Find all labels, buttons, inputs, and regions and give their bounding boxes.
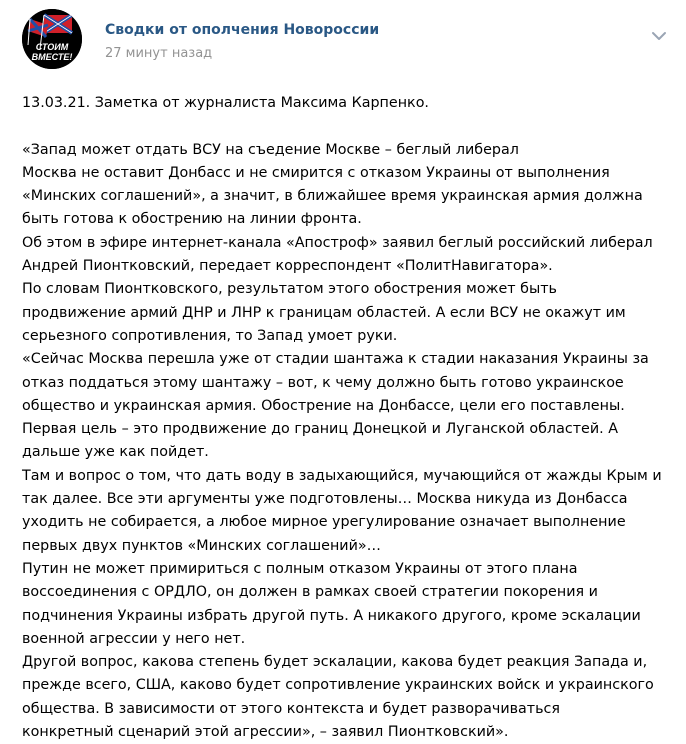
post-text-line: уходить не собирается, а любое мирное урегулирование означает выполнение xyxy=(22,514,626,531)
avatar-text-line-1: СТОИМ xyxy=(35,42,69,52)
post-text-line: общество и украинская армия. Обострение на Донбассе, цели его поставлены. xyxy=(22,397,625,414)
post-text-line: «Запад может отдать ВСУ на съедение Москве – беглый либерал xyxy=(22,141,519,158)
post-text-line: Там и вопрос о том, что дать воду в задыхающийся, мучающийся от жажды Крым и xyxy=(22,467,662,484)
avatar-flag-icon xyxy=(22,9,82,69)
post-text-line: «Минских соглашений», а значит, в ближайшее время украинская армия должна xyxy=(22,188,643,205)
post-text-line: общества. В зависимости от этого контекста и будет разворачиваться xyxy=(22,700,561,717)
post-text-line: По словам Пионтковского, результатом этого обострения может быть xyxy=(22,281,557,298)
post-text-line: Путин не может примириться с полным отказом Украины от этого плана xyxy=(22,560,578,577)
post-text-line: отказ поддаться этому шантажу – вот, к чему должно быть готово украинское xyxy=(22,374,624,391)
post-text-line: дальше уже как пойдет. xyxy=(22,444,209,461)
post-text-line: быть готова к обострению на линии фронта. xyxy=(22,211,362,228)
post-text-line: конкретный сценарий этой агрессии», – заявил Пионтковский». xyxy=(22,724,509,741)
post-body xyxy=(22,139,672,744)
chevron-down-icon xyxy=(646,23,672,49)
post-author-link[interactable]: Сводки от ополчения Новороссии xyxy=(105,22,380,38)
post-text xyxy=(22,92,672,744)
post-text-line: Андрей Пионтковский, передает корреспондент «ПолитНавигатора». xyxy=(22,258,553,275)
post-text-line: «Сейчас Москва перешла уже от стадии шантажа к стадии наказания Украины за xyxy=(22,351,649,368)
avatar-text-line-2: ВМЕСТЕ! xyxy=(31,52,73,62)
post-text-line: Первая цель – это продвижение до границ Донецкой и Луганской областей. А xyxy=(22,421,618,438)
post-text-line: так далее. Все эти аргументы уже подготовлены… Москва никуда из Донбасса xyxy=(22,491,628,508)
post-text-line: военной агрессии у него нет. xyxy=(22,630,246,647)
paragraph-gap xyxy=(22,115,672,138)
post-text-line: продвижение армий ДНР и ЛНР к границам областей. А если ВСУ не окажут им xyxy=(22,304,626,321)
post-text-line: серьезного сопротивления, то Запад умоет руки. xyxy=(22,327,398,344)
post-text-line: Об этом в эфире интернет-канала «Апостроф» заявил беглый российский либерал xyxy=(22,234,653,251)
post-text-line: первых двух пунктов «Минских соглашений»… xyxy=(22,537,381,554)
post-date-line: 13.03.21. Заметка от журналиста Максима Карпенко. xyxy=(22,95,429,111)
post-text-line: Москва не оставит Донбасс и не смирится с отказом Украины от выполнения xyxy=(22,164,610,181)
post-text-line: прежде всего, США, каково будет сопротивление украинских войск и украинского xyxy=(22,677,654,694)
post-header xyxy=(22,9,672,69)
post-menu-button[interactable] xyxy=(646,23,672,49)
post-text-line: воссоединения с ОРДЛО, он должен в рамках своей стратегии покорения и xyxy=(22,584,598,601)
post-time-link[interactable]: 27 минут назад xyxy=(105,46,213,61)
avatar[interactable] xyxy=(22,9,82,69)
post-text-line: подчинения Украины избрать другой путь. А никакого другого, кроме эскалации xyxy=(22,607,641,624)
post-text-line: Другой вопрос, какова степень будет эскалации, какова будет реакция Запада и, xyxy=(22,654,648,671)
